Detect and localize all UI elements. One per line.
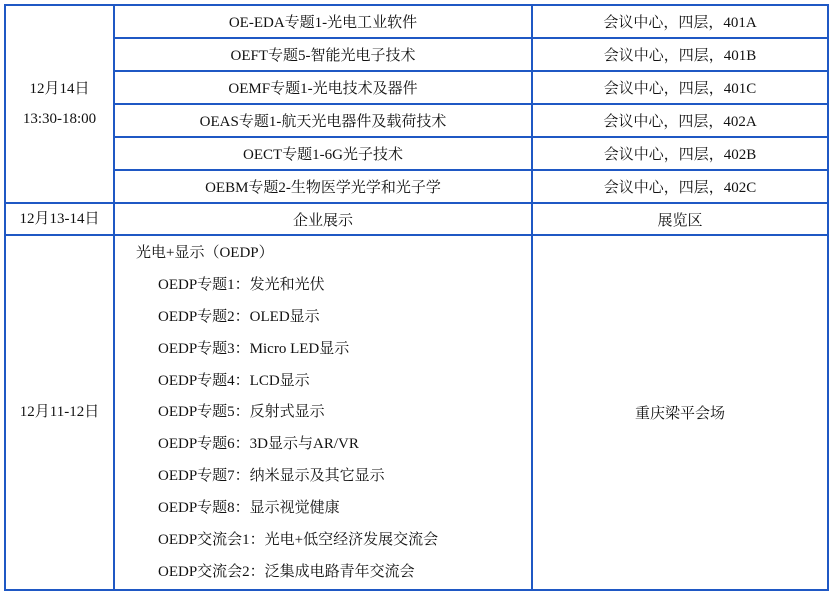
topic-cell: OEFT专题5-智能光电子技术 xyxy=(114,38,532,71)
date-cell xyxy=(5,5,114,203)
session-heading: 光电+显示（OEDP） xyxy=(136,245,274,261)
topic-cell: OE-EDA专题1-光电工业软件 xyxy=(114,5,532,38)
topic-cell: OEMF专题1-光电技术及器件 xyxy=(114,71,532,104)
venue-cell: 重庆梁平会场 xyxy=(532,235,828,590)
date-cell: 12月11-12日 xyxy=(5,235,114,590)
list-item: OEDP专题7：纳米显示及其它显示 xyxy=(158,468,385,485)
list-item: OEDP交流会2：泛集成电路青年交流会 xyxy=(158,563,415,580)
topic-cell: OEAS专题1-航天光电器件及载荷技术 xyxy=(114,104,532,137)
list-item: OEDP专题6：3D显示与AR/VR xyxy=(158,436,359,453)
table-row xyxy=(5,203,828,235)
venue-cell: 会议中心，四层，401B xyxy=(532,38,828,71)
venue-cell: 会议中心，四层，402C xyxy=(532,170,828,203)
list-item: OEDP专题2：OLED显示 xyxy=(158,308,320,325)
table-row xyxy=(5,104,828,137)
schedule-table xyxy=(4,4,829,591)
venue-cell: 会议中心，四层，402B xyxy=(532,137,828,170)
list-item: OEDP专题8：显示视觉健康 xyxy=(158,500,340,517)
time-text: 13:30-18:00 xyxy=(22,111,97,127)
date-text: 12月14日 xyxy=(29,81,90,97)
topic-cell: OEBM专题2-生物医学光学和光子学 xyxy=(114,170,532,203)
topic-cell: OECT专题1-6G光子技术 xyxy=(114,137,532,170)
list-item: OEDP专题3：Micro LED显示 xyxy=(158,340,350,357)
table-row xyxy=(5,5,828,38)
date-cell: 12月13-14日 xyxy=(5,203,114,235)
venue-cell: 会议中心，四层，401A xyxy=(532,5,828,38)
table-row xyxy=(5,71,828,104)
session-list xyxy=(115,236,531,589)
table-row xyxy=(5,38,828,71)
list-item: OEDP专题1：发光和光伏 xyxy=(158,276,325,293)
list-item: OEDP专题4：LCD显示 xyxy=(158,372,310,389)
topic-cell: 企业展示 xyxy=(114,203,532,235)
list-item: OEDP交流会1：光电+低空经济发展交流会 xyxy=(158,532,439,549)
table-row xyxy=(5,170,828,203)
venue-cell: 会议中心，四层，402A xyxy=(532,104,828,137)
venue-cell: 展览区 xyxy=(532,203,828,235)
list-item: OEDP专题5：反射式显示 xyxy=(158,404,325,421)
topic-cell xyxy=(114,235,532,590)
venue-cell: 会议中心，四层，401C xyxy=(532,71,828,104)
table-row xyxy=(5,137,828,170)
table-row xyxy=(5,235,828,590)
